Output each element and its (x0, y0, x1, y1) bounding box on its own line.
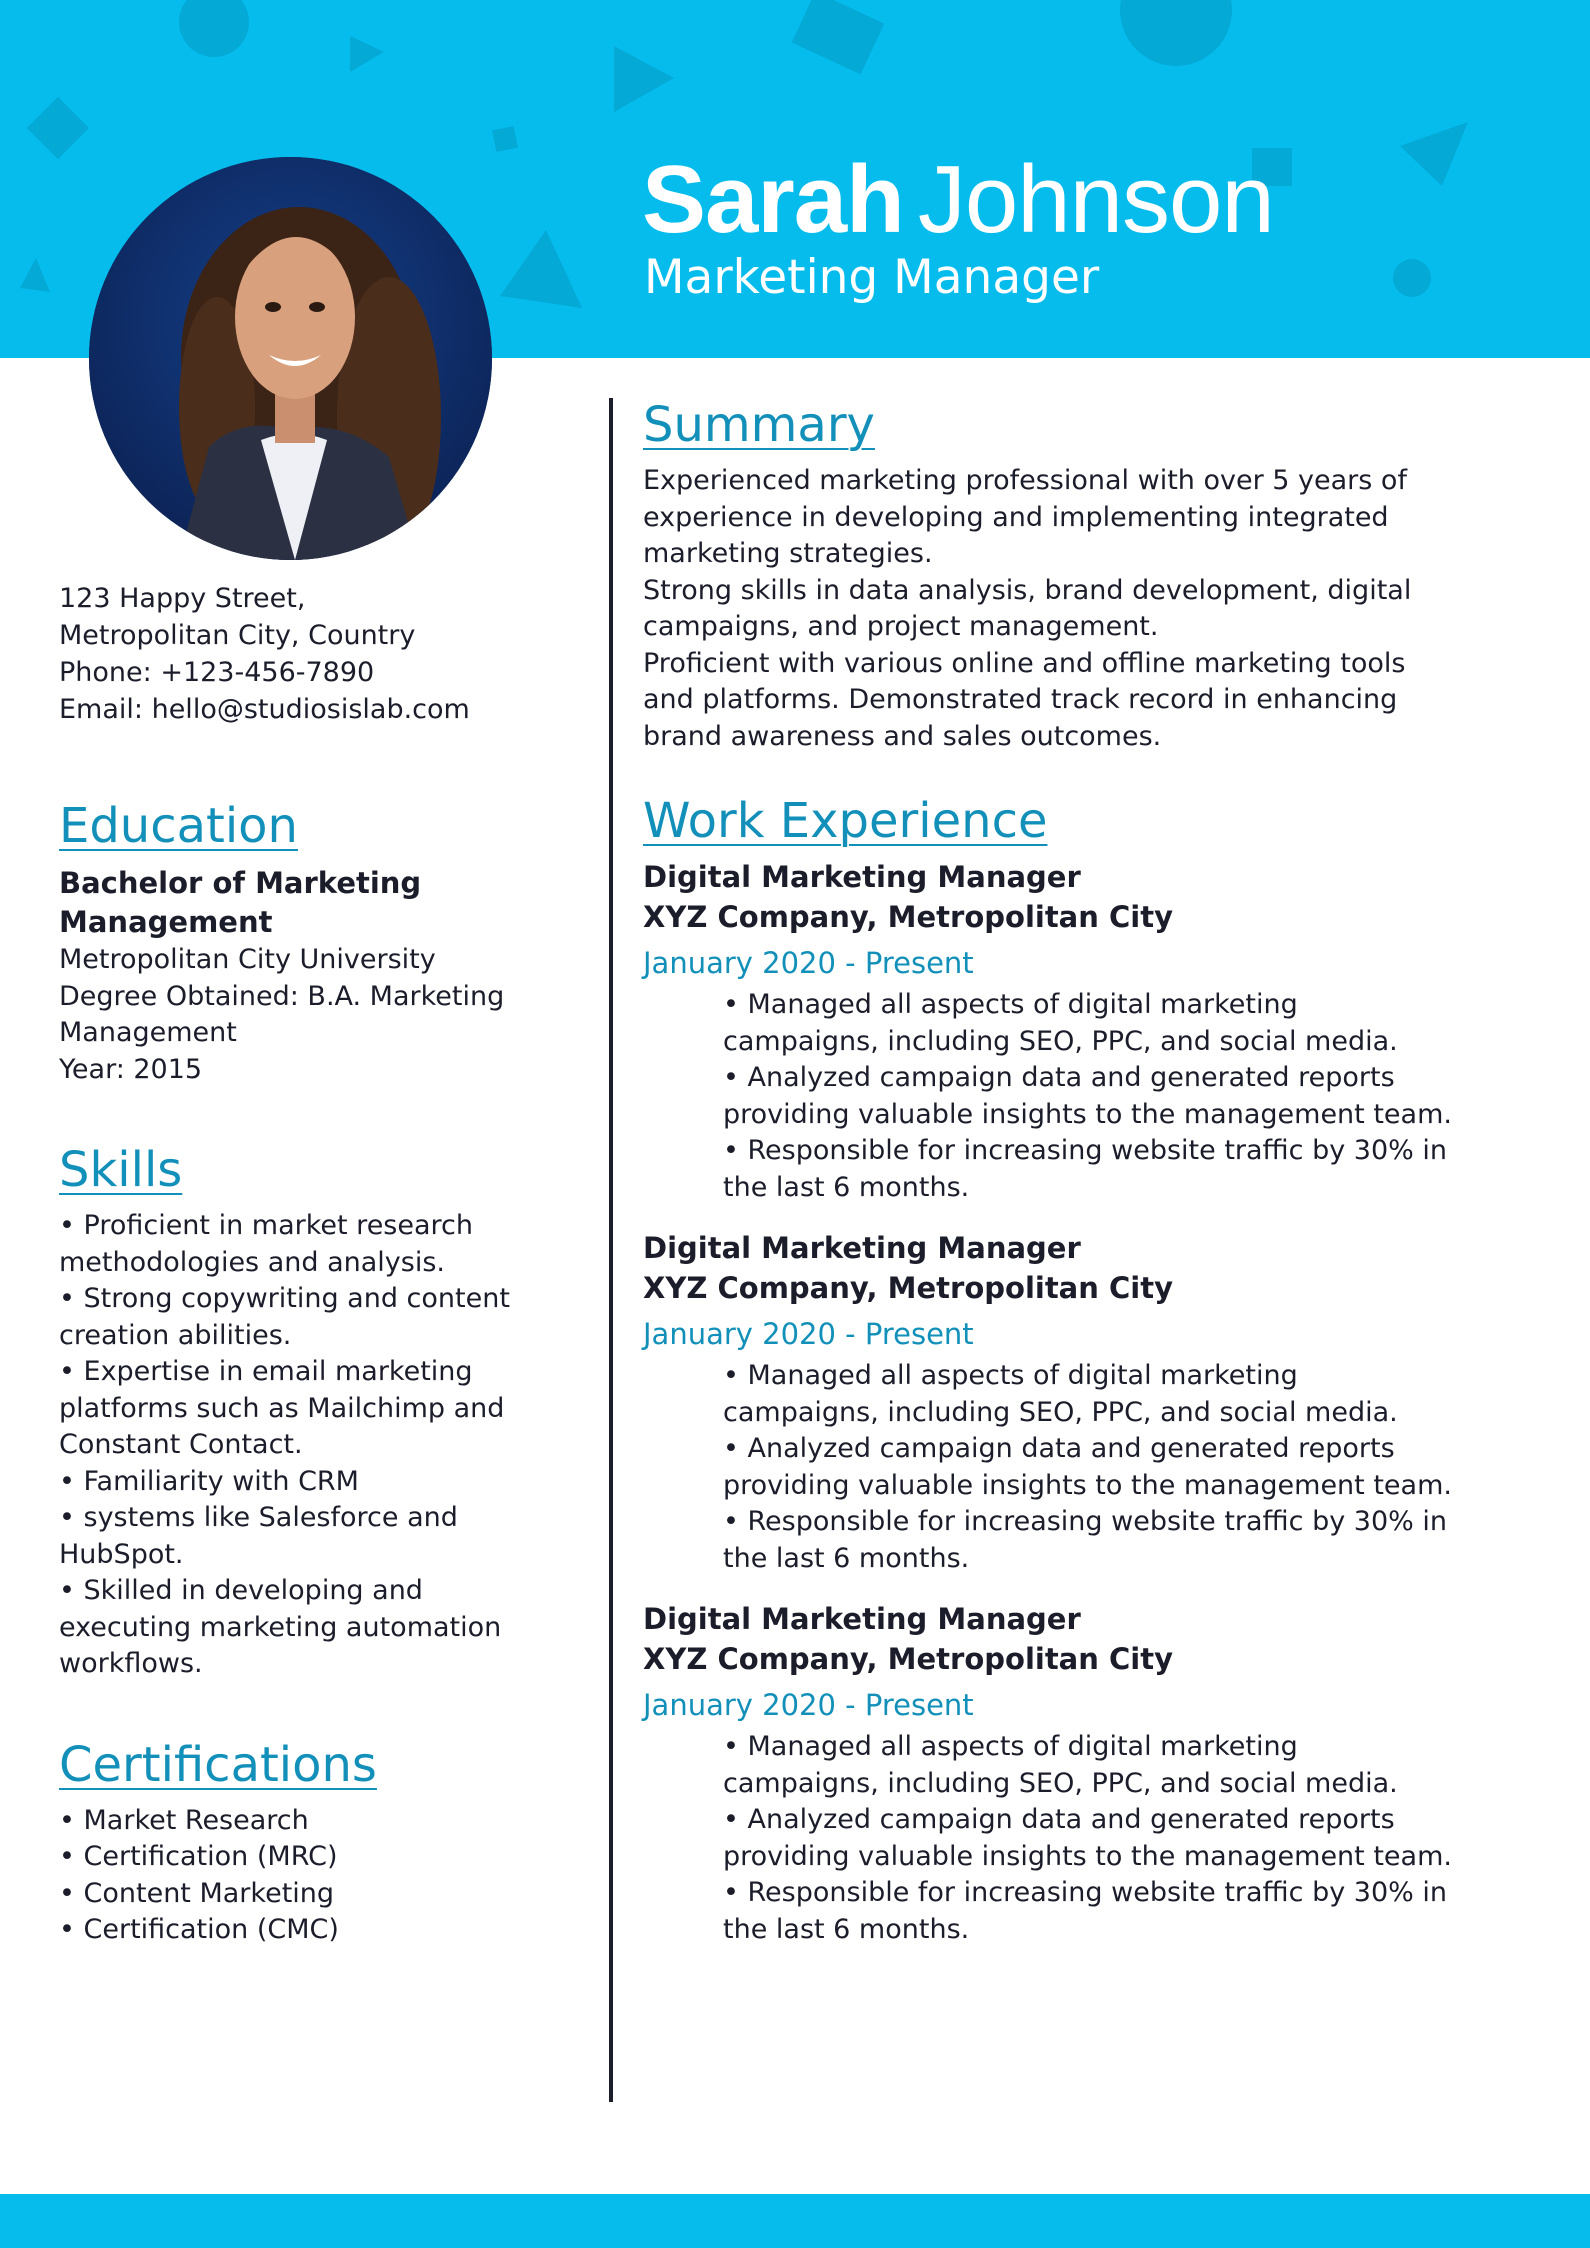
education-line: Metropolitan City University (59, 944, 436, 975)
candidate-name (642, 145, 1274, 255)
job-bullet: • Responsible for increasing website traffic by 30% in the last 6 months. (723, 1135, 1447, 1203)
skill-item: • Skilled in developing and executing marketing automation workflows. (59, 1575, 502, 1679)
work-experience-heading: Work Experience (643, 793, 1048, 849)
skill-item: • systems like Salesforce and HubSpot. (59, 1502, 458, 1570)
job-company: XYZ Company, Metropolitan City (643, 1271, 1173, 1305)
job-bullets (723, 987, 1453, 1206)
summary-paragraph: Experienced marketing professional with over 5 years of experience in developing and implementing integrated marketing strategies. (643, 465, 1407, 569)
last-name: Johnson (917, 146, 1274, 253)
skill-item: • Proficient in market research methodologies and analysis. (59, 1210, 473, 1278)
job-dates: January 2020 - Present (643, 1688, 974, 1722)
certification-item: • Certification (CMC) (59, 1914, 339, 1945)
column-divider (609, 398, 613, 2102)
job-bullet: • Managed all aspects of digital marketing campaigns, including SEO, PPC, and social media. (723, 1731, 1398, 1799)
job-entry (643, 1599, 1463, 1948)
skill-item: • Familiarity with CRM (59, 1465, 359, 1497)
job-bullet: • Analyzed campaign data and generated reports providing valuable insights to the management team. (723, 1062, 1452, 1130)
job-entry (643, 857, 1463, 1206)
summary-text (643, 463, 1463, 755)
job-entry (643, 1228, 1463, 1577)
profile-photo-image (89, 157, 492, 560)
job-bullet: • Responsible for increasing website traffic by 30% in the last 6 months. (723, 1877, 1447, 1945)
education-line: Year: 2015 (59, 1053, 203, 1085)
skills-heading: Skills (59, 1142, 183, 1198)
job-company: XYZ Company, Metropolitan City (643, 1642, 1173, 1676)
certifications-list (59, 1803, 559, 1949)
education-heading: Education (59, 798, 298, 854)
job-role: Digital Marketing Manager (643, 1231, 1081, 1265)
education-section (59, 796, 559, 1088)
job-bullet: • Managed all aspects of digital marketing campaigns, including SEO, PPC, and social media. (723, 989, 1398, 1057)
education-line: Degree Obtained: B.A. Marketing Management (59, 980, 505, 1048)
summary-heading: Summary (643, 397, 875, 453)
summary-section (643, 395, 1463, 755)
summary-paragraph: Proficient with various online and offline marketing tools and platforms. Demonstrated track record in enhancing brand awareness and sales outcomes. (643, 647, 1406, 752)
job-bullets (723, 1358, 1453, 1577)
certifications-heading: Certifications (59, 1736, 377, 1793)
certifications-section (59, 1735, 559, 1949)
footer-bar (0, 2194, 1590, 2248)
skill-item: • Expertise in email marketing platforms such as Mailchimp and Constant Contact. (59, 1356, 505, 1460)
skills-list (59, 1208, 559, 1683)
right-column (643, 395, 1463, 1948)
job-role: Digital Marketing Manager (643, 860, 1081, 894)
summary-paragraph: Strong skills in data analysis, brand development, digital campaigns, and project management. (643, 574, 1412, 642)
job-role: Digital Marketing Manager (643, 1602, 1081, 1636)
skill-item: • Strong copywriting and content creation abilities. (59, 1283, 510, 1351)
job-bullet: • Responsible for increasing website traffic by 30% in the last 6 months. (723, 1506, 1447, 1574)
certification-item: • Market Research (59, 1804, 309, 1836)
first-name: Sarah (642, 146, 904, 253)
contact-line: Email: hello@studiosislab.com (59, 694, 470, 725)
contact-info (59, 580, 559, 728)
job-title: Marketing Manager (644, 250, 1100, 305)
job-company: XYZ Company, Metropolitan City (643, 900, 1173, 934)
certification-item: • Content Marketing (59, 1877, 335, 1909)
skills-section (59, 1140, 559, 1683)
contact-line: Phone: +123-456-7890 (59, 657, 375, 688)
job-bullet: • Analyzed campaign data and generated reports providing valuable insights to the management team. (723, 1804, 1452, 1872)
certification-item: • Certification (MRC) (59, 1841, 338, 1872)
job-bullet: • Managed all aspects of digital marketing campaigns, including SEO, PPC, and social media. (723, 1360, 1398, 1428)
work-experience-section (643, 791, 1463, 1948)
education-content (59, 864, 559, 1088)
contact-line: Metropolitan City, Country (59, 620, 416, 651)
job-bullet: • Analyzed campaign data and generated reports providing valuable insights to the management team. (723, 1433, 1452, 1501)
job-bullets (723, 1729, 1453, 1948)
job-dates: January 2020 - Present (643, 946, 974, 980)
profile-photo (89, 157, 492, 560)
left-column (59, 580, 559, 1949)
contact-line: 123 Happy Street, (59, 583, 306, 614)
job-dates: January 2020 - Present (643, 1317, 974, 1351)
degree-title: Bachelor of Marketing Management (59, 866, 422, 939)
